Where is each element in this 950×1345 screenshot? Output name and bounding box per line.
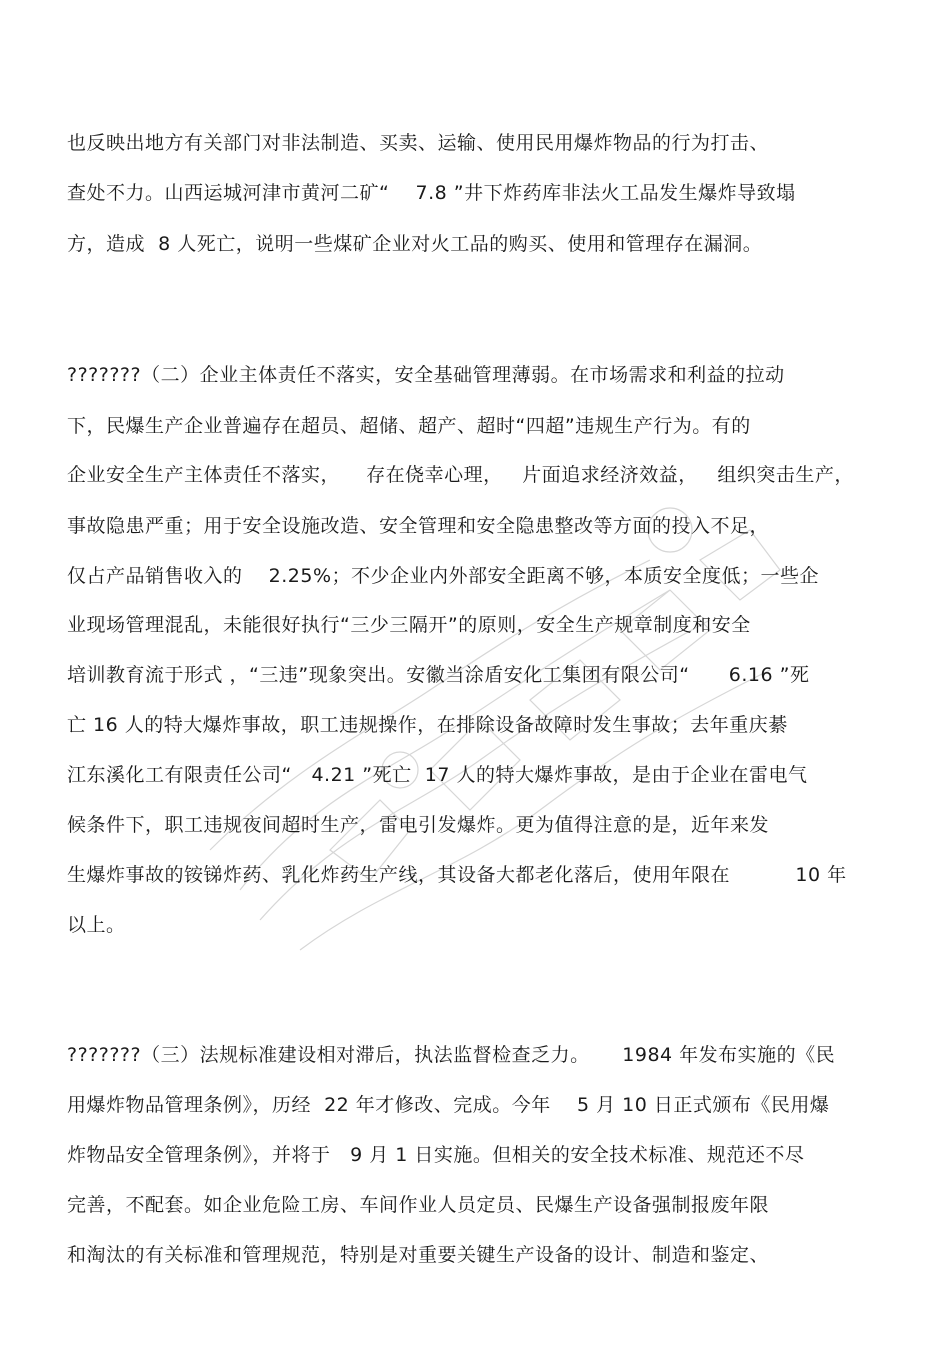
text-line: 仅占产品销售收入的 2.25%；不少企业内外部安全距离不够，本质安全度低；一些企 <box>67 565 820 587</box>
text-line: 方，造成 8 人死亡，说明一些煤矿企业对火工品的购买、使用和管理存在漏洞。 <box>67 233 763 255</box>
text-line: 炸物品安全管理条例》，并将于 9 月 1 日实施。但相关的安全技术标准、规范还不尽 <box>67 1144 805 1166</box>
text-line: 培训教育流于形式 ，“三违”现象突出。安徽当涂盾安化工集团有限公司“ 6.16 ”死 <box>67 664 810 686</box>
text-line: ???????（三）法规标准建设相对滞后，执法监督检查乏力。 1984 年发布实施的《民 <box>67 1044 836 1066</box>
text-line: 也反映出地方有关部门对非法制造、买卖、运输、使用民用爆炸物品的行为打击、 <box>67 132 770 154</box>
text-line: 查处不力。山西运城河津市黄河二矿“ 7.8 ”井下炸药库非法火工品发生爆炸导致塌 <box>67 182 796 204</box>
text-line: 亡 16 人的特大爆炸事故，职工违规操作，在排除设备故障时发生事故；去年重庆綦 <box>67 714 788 736</box>
text-line: ???????（二）企业主体责任不落实，安全基础管理薄弱。在市场需求和利益的拉动 <box>67 364 785 386</box>
text-line: 下，民爆生产企业普遍存在超员、超储、超产、超时“四超”违规生产行为。有的 <box>67 415 751 437</box>
text-line: 企业安全生产主体责任不落实， 存在侥幸心理， 片面追求经济效益， 组织突击生产， <box>67 464 854 486</box>
text-line: 候条件下，职工违规夜间超时生产，雷电引发爆炸。更为值得注意的是，近年来发 <box>67 814 770 836</box>
text-line: 生爆炸事故的铵锑炸药、乳化炸药生产线，其设备大都老化落后，使用年限在 10 年 <box>67 864 847 886</box>
text-line: 江东溪化工有限责任公司“ 4.21 ”死亡 17 人的特大爆炸事故，是由于企业在雷电气 <box>67 764 808 786</box>
text-line: 以上。 <box>67 914 126 936</box>
text-line: 用爆炸物品管理条例》，历经 22 年才修改、完成。今年 5 月 10 日正式颁布《民用爆 <box>67 1094 830 1116</box>
text-line: 完善，不配套。如企业危险工房、车间作业人员定员、民爆生产设备强制报废年限 <box>67 1194 770 1216</box>
text-line: 事故隐患严重；用于安全设施改造、安全管理和安全隐患整改等方面的投入不足， <box>67 515 770 537</box>
text-line: 和淘汰的有关标准和管理规范，特别是对重要关键生产设备的设计、制造和鉴定、 <box>67 1244 770 1266</box>
text-line: 业现场管理混乱，未能很好执行“三少三隔开”的原则，安全生产规章制度和安全 <box>67 614 751 636</box>
